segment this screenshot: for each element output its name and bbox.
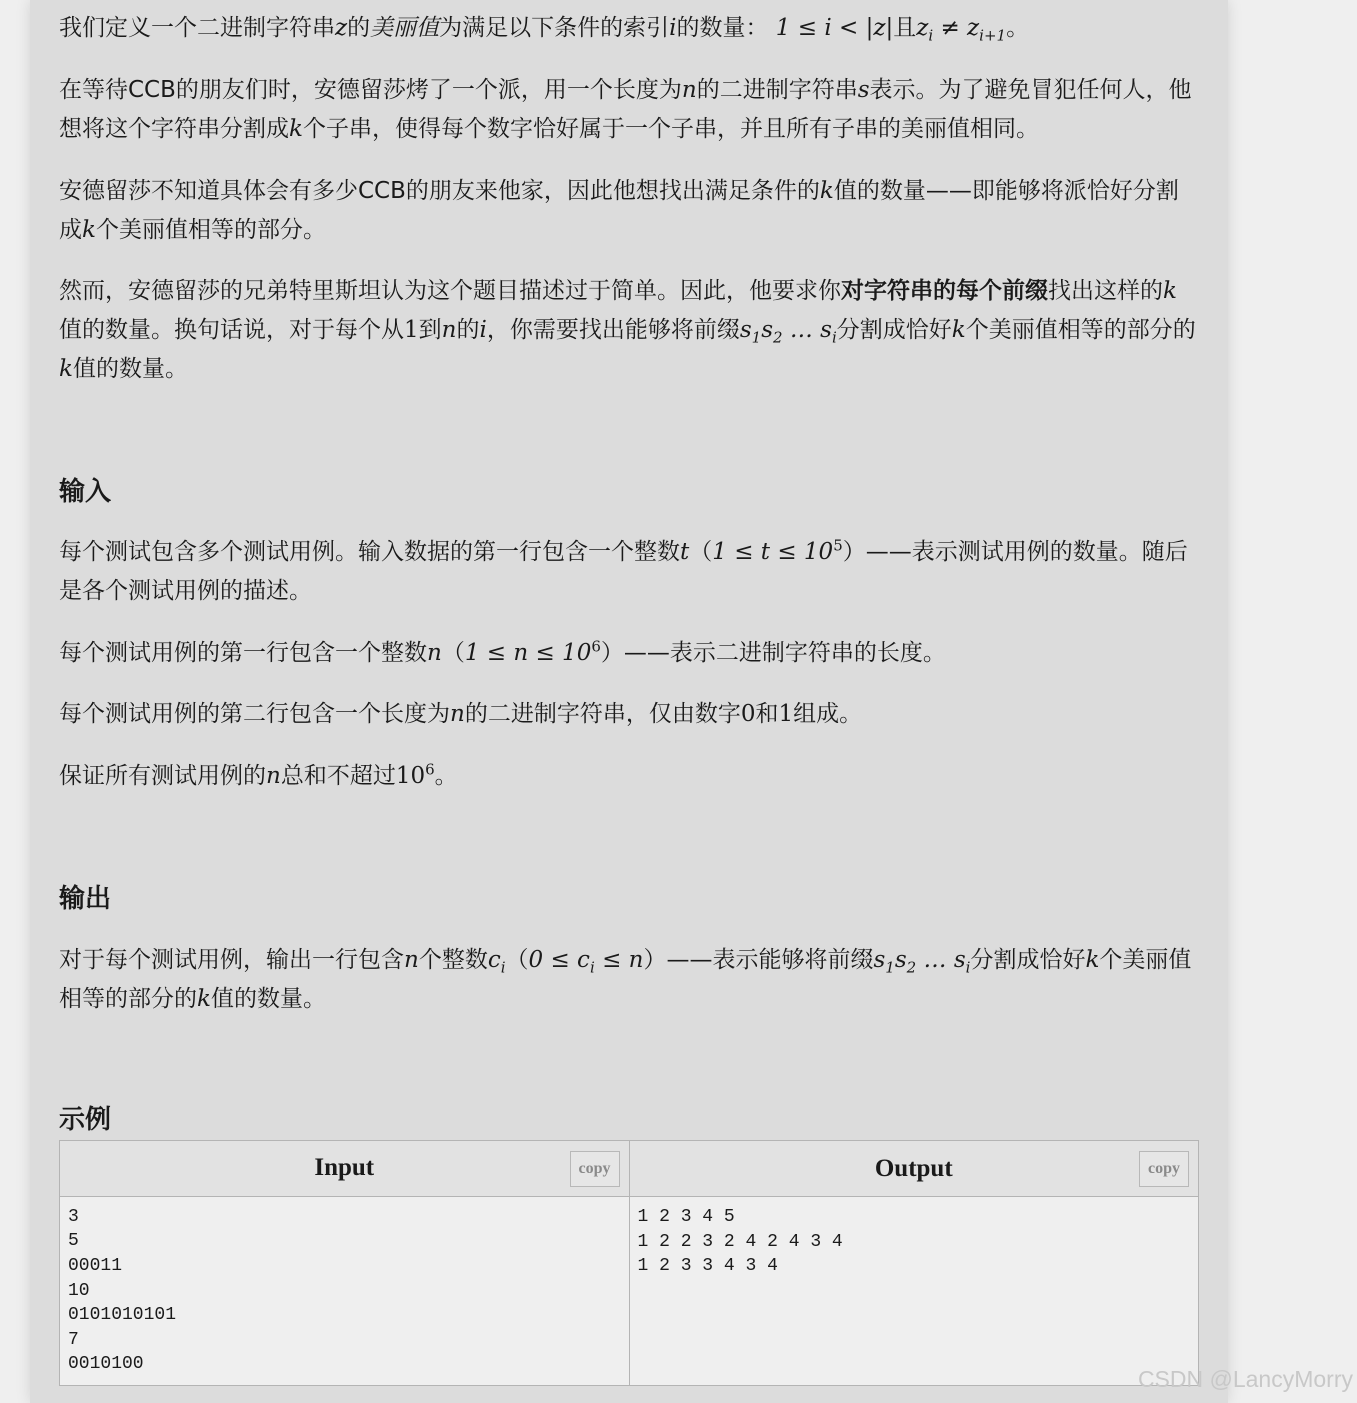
sample-output-header [630,1141,1199,1197]
text: 。 [1006,15,1030,41]
text: 我们定义一个二进制字符串 [59,15,335,41]
math-si: … s [916,947,966,973]
input-line: 3 [68,1206,79,1227]
math-n-range: 1 ≤ n ≤ 10 [464,640,592,666]
text: 安德留莎不知道具体会有多少CCB的朋友来他家，因此他想找出满足条件的 [59,178,820,204]
math-n: n [681,77,697,103]
math-k: k [82,217,96,243]
text: 个整数 [418,947,488,973]
text: 分割成恰好 [836,317,952,343]
math-s1: s [739,317,752,343]
text: 到 [418,317,442,343]
math-i: i [479,317,487,343]
input-line: 7 [68,1329,79,1350]
copy-output-button[interactable]: copy [1139,1151,1189,1187]
text: 和 [755,701,779,727]
text: 对于每个测试用例，输出一行包含 [59,947,404,973]
math-k: k [1163,278,1177,304]
math-sub: 1 [885,958,895,977]
math-sub: i [831,328,837,347]
math-sup: 6 [425,760,435,779]
text: 为满足以下条件的索引 [439,15,670,41]
text: （ [505,947,529,973]
text: （ [689,539,713,565]
text: 表示。为了避免冒犯任何人，他想将这个字符串分割成 [59,77,1192,142]
math-k: k [1085,947,1100,973]
input-line: 00011 [68,1256,123,1277]
text: 的二进制字符串 [696,77,858,103]
math-z: z [335,15,348,41]
input-header-label: Input [314,1154,375,1182]
math-k: k [59,356,73,382]
math-one: 1 [778,701,794,727]
math-sub: 2 [773,328,783,347]
input-desc-4 [59,757,1199,796]
math-t-range: 1 ≤ t ≤ 10 [712,539,834,565]
text: 保证所有测试用例的 [59,763,266,789]
text: 值的数量——即能够将派恰好分割成 [59,178,1179,243]
copy-input-button[interactable]: copy [570,1151,620,1187]
text: ）——表示二进制字符串的长度。 [600,640,946,666]
math-sub: i [965,958,971,977]
text: ）——表示能够将前缀 [643,947,874,973]
math-sup: 6 [591,637,601,656]
math-sub: 1 [751,328,762,347]
math-s2: s [894,947,907,973]
math-condition: 1 ≤ i < |z| [775,15,894,41]
input-desc-3 [59,695,1199,734]
output-line: 1 2 2 3 2 4 2 4 3 4 [637,1231,843,1252]
math-c-range: 0 ≤ c [528,947,590,973]
input-section-title: 输入 [59,477,112,507]
text: 值的数量。 [72,356,188,382]
math-si: … s [782,317,832,343]
text: 然而，安德留莎的兄弟特里斯坦认为这个题目描述过于简单。因此，他要求你 [59,278,841,304]
definition-paragraph [59,9,1199,48]
sample-input [60,1141,629,1385]
output-desc [59,941,1199,1019]
text: ）——表示测试用例的数量。随后是各个测试用例的描述。 [59,539,1188,604]
input-line: 0101010101 [68,1305,177,1326]
text: 在等待CCB的朋友们时，安德留莎烤了一个派，用一个长度为 [59,77,682,103]
text: 个美丽值相等的部分的 [59,947,1192,1012]
math-t: t [680,539,690,565]
math-sub: i [500,958,506,977]
text: 的 [456,317,480,343]
output-line: 1 2 3 4 5 [637,1207,735,1227]
output-header-label: Output [874,1154,953,1182]
math-zi1: ≠ z [933,15,980,41]
text: 每个测试包含多个测试用例。输入数据的第一行包含一个整数 [59,539,680,565]
cake-paragraph [59,71,1199,149]
text: ，你需要找出能够将前缀 [486,317,740,343]
math-sub: i [928,26,934,45]
math-n: n [427,640,442,666]
text: 的二进制字符串，仅由数字 [464,701,741,727]
math-sup: 5 [833,536,843,555]
math-k: k [197,986,211,1012]
text: 组成。 [793,701,863,727]
math-n: n [441,317,457,343]
text: 且 [893,15,917,41]
output-section-title: 输出 [59,884,112,914]
math-zero: 0 [740,701,756,727]
text: 每个测试用例的第一行包含一个整数 [59,640,427,666]
sample-output [629,1141,1199,1385]
input-line: 10 [68,1280,90,1301]
sample-output-content[interactable] [630,1197,1199,1385]
math-n: n [404,947,419,973]
text: 分割成恰好 [970,947,1086,973]
text: 总和不超过 [280,763,396,789]
input-desc-1 [59,533,1199,611]
text: 个美丽值相等的部分的 [965,317,1196,343]
math-sub: i+1 [979,26,1007,45]
math-sub: i [589,958,595,977]
example-title: 示例 [59,1105,112,1135]
sample-test [59,1140,1199,1386]
input-line: 0010100 [68,1354,144,1375]
watermark: CSDN @LancyMorry [1137,1366,1353,1392]
math-k: k [819,178,834,204]
math-s1: s [873,947,886,973]
text: 每个测试用例的第二行包含一个长度为 [59,701,450,727]
math-k: k [289,116,303,142]
math-zi: z [916,15,929,41]
prefix-paragraph [59,272,1199,389]
math-c-range: ≤ n [594,947,644,973]
math-sub: 2 [906,958,917,977]
input-line: 5 [68,1231,79,1252]
math-s2: s [761,317,773,343]
math-n: n [450,701,465,727]
text: 的数量： [676,15,769,41]
sample-input-content[interactable] [60,1197,629,1385]
text: 找出这样的 [1048,278,1163,304]
text: 的 [347,15,371,41]
text: 个美丽值相等的部分。 [95,217,326,243]
math-s: s [857,77,870,103]
math-ten: 10 [395,763,426,789]
math-k: k [951,317,966,343]
text: （ [441,640,465,666]
text: 值的数量。换句话说，对于每个从 [59,317,404,343]
math-n: n [266,763,281,789]
text: 值的数量。 [210,986,326,1012]
math-i: i [669,15,677,41]
input-desc-2 [59,634,1199,673]
text: 个子串，使得每个数字恰好属于一个子串，并且所有子串的美丽值相同。 [302,116,1039,142]
text: 。 [434,763,458,789]
bold-prefix: 对字符串的每个前缀 [841,278,1048,304]
output-line: 1 2 3 3 4 3 4 [637,1256,778,1277]
math-c: c [487,947,501,973]
emphasis-beauty: 美丽值 [370,15,440,41]
problem-statement [30,0,1228,1403]
math-one: 1 [404,317,419,343]
sample-input-header [60,1141,629,1197]
friends-paragraph [59,172,1199,250]
